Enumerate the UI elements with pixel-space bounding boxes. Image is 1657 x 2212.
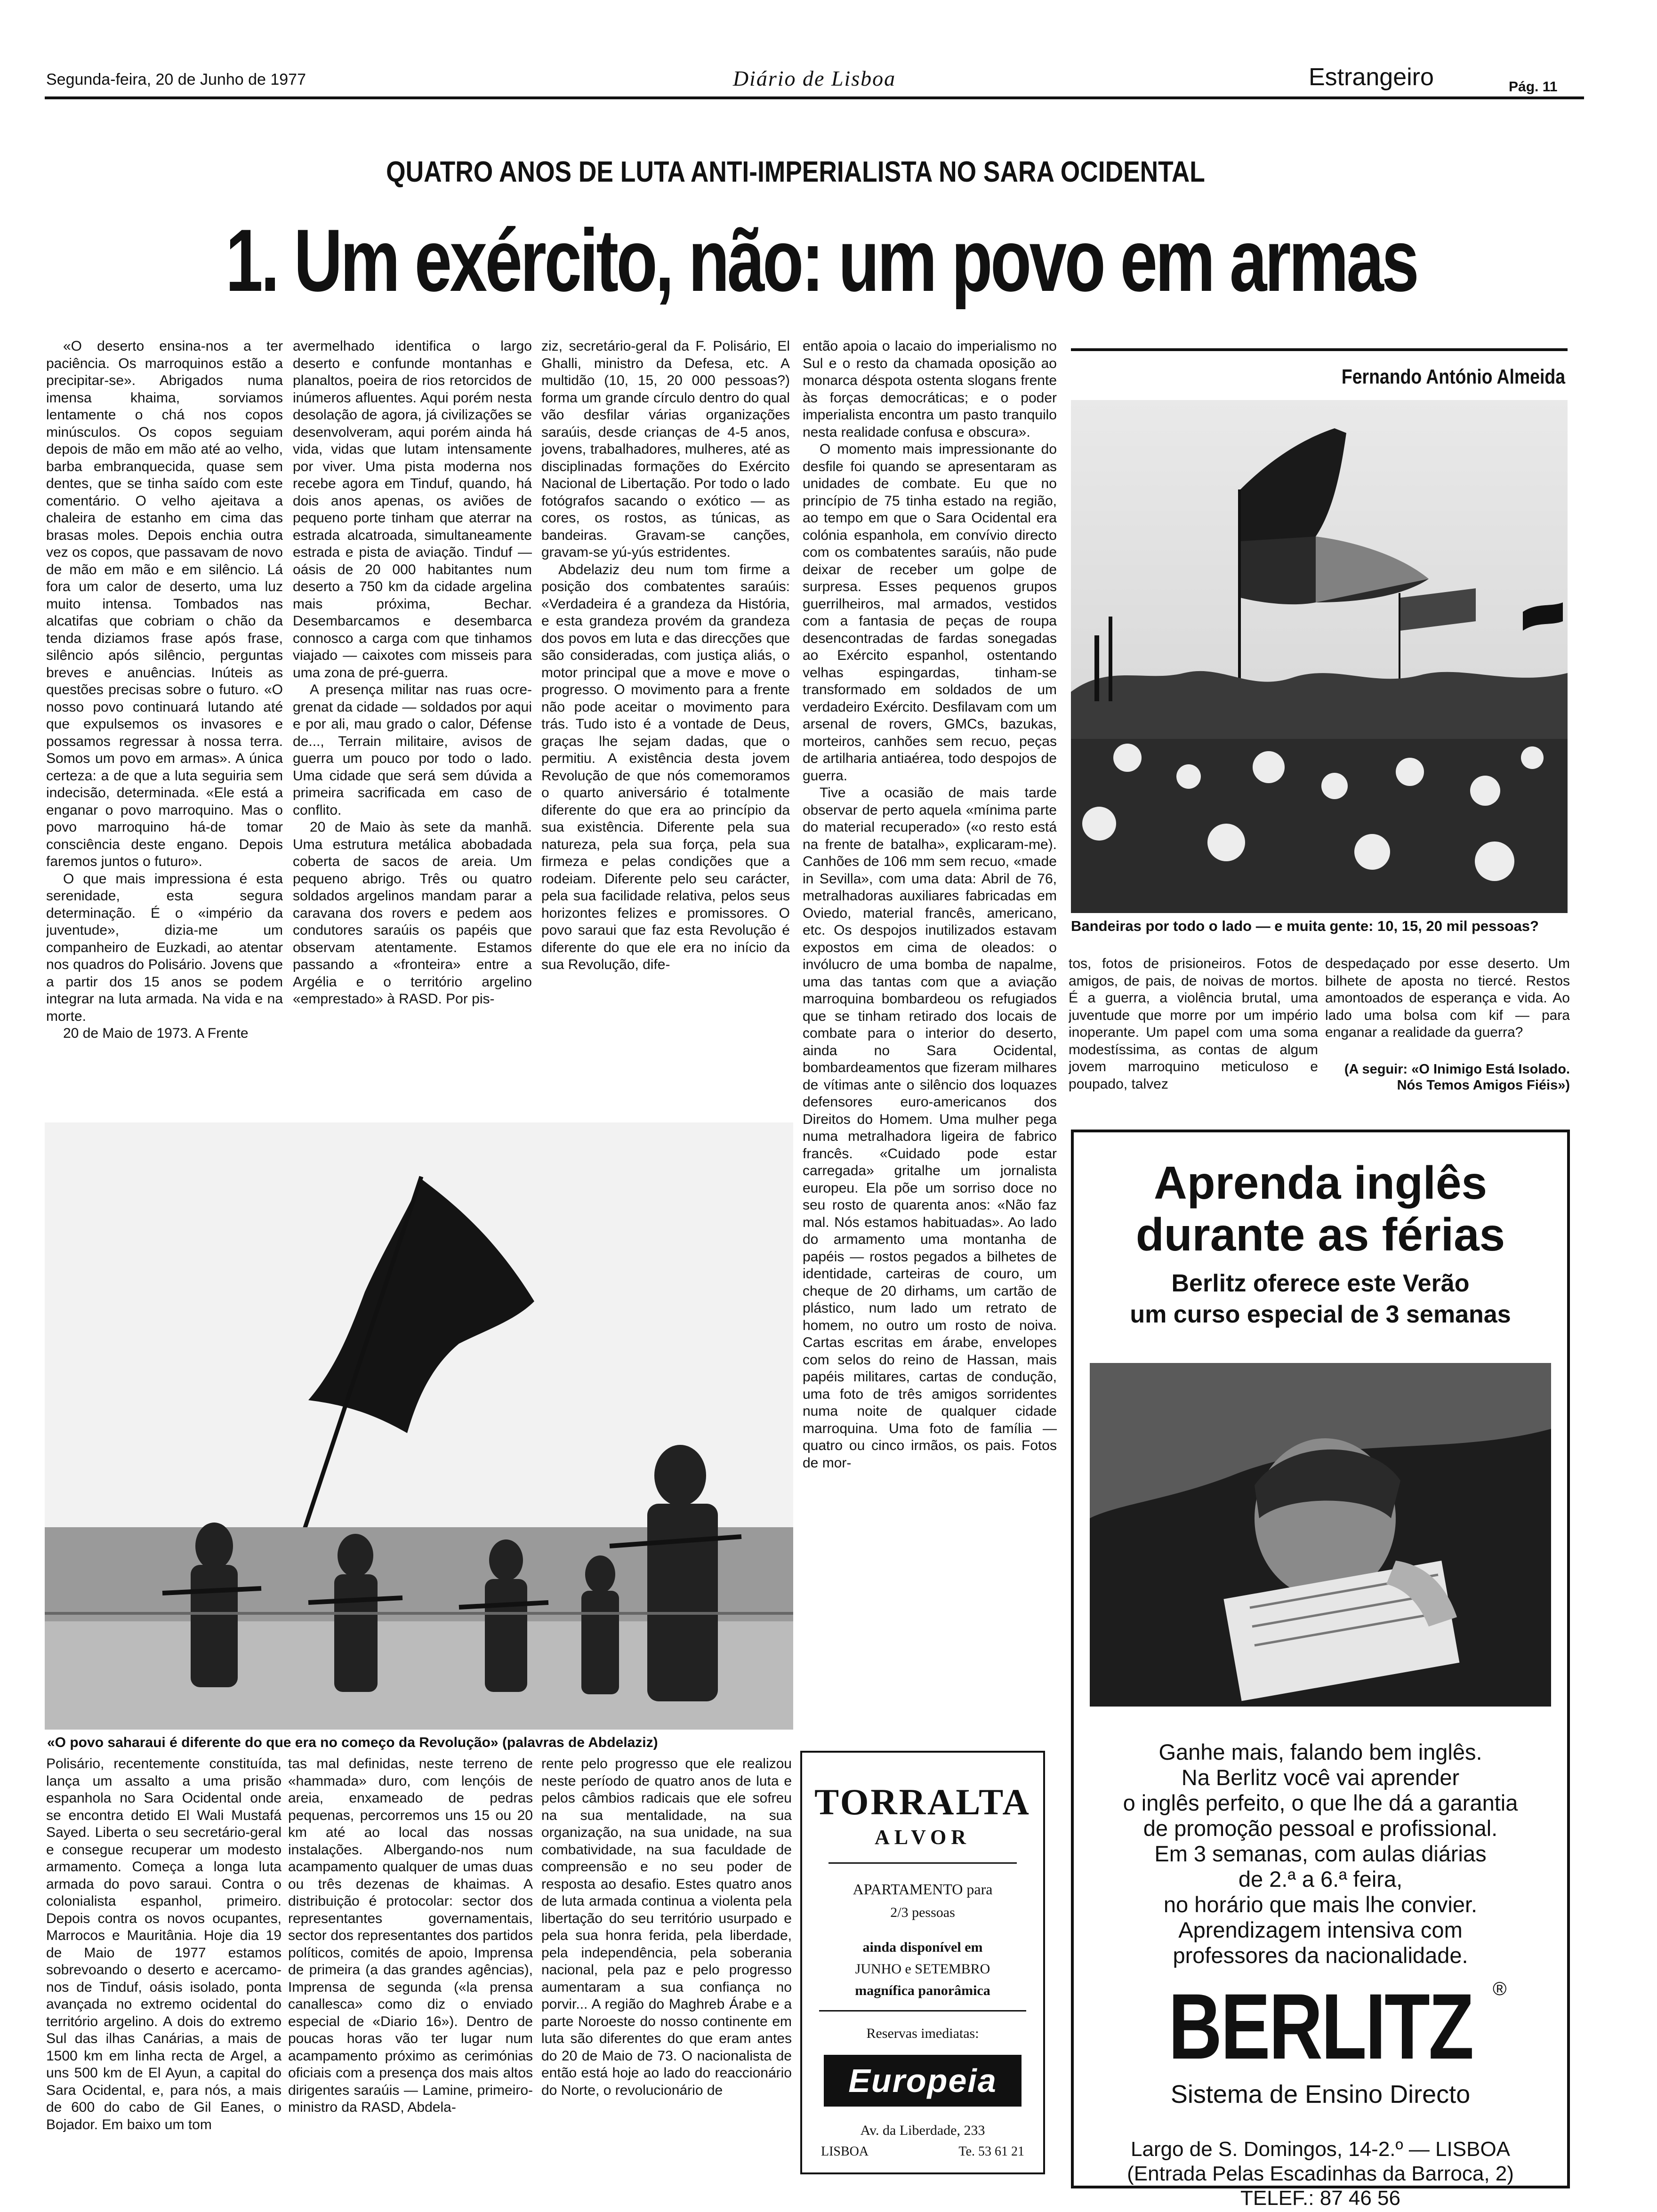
paragraph: tos, fotos de prisioneiros. Fotos de amigos, de pais, de noivas de mortos. É a guerra, a violência brutal, uma juventude que morre por um império inoperante. Um papel com uma soma modestíssima, as contas de algum jovem marroquino meticuloso e poupado, talvez bbox=[1069, 956, 1318, 1092]
article-column-2 bbox=[293, 338, 532, 1129]
berlitz-phone: TELEF.: 87 46 56 bbox=[1240, 2187, 1400, 2210]
ad-body-line: professores da nacionalidade. bbox=[1173, 1943, 1468, 1968]
torralta-place: ALVOR bbox=[875, 1826, 971, 1849]
paragraph: 20 de Maio de 1973. A Frente bbox=[63, 1026, 249, 1041]
soldiers-marching-photo bbox=[45, 1122, 793, 1730]
ad-body-line: o inglês perfeito, o que lhe dá a garantia bbox=[1123, 1790, 1518, 1815]
main-photo-caption: «O povo saharaui é diferente do que era no começo da Revolução» (palavras de Abdelaziz) bbox=[47, 1735, 658, 1750]
soldiers-with-flag-image bbox=[45, 1122, 793, 1730]
ad-body-line: Aprendizagem intensiva com bbox=[1178, 1917, 1463, 1942]
issue-date: Segunda-feira, 20 de Junho de 1977 bbox=[46, 71, 306, 88]
paragraph: A presença militar nas ruas ocre-grenat da cidade — soldados por aqui e por ali, mau grado o calor, Défense de..., Terrain militaire, avisos de guerra um pouco por todo o lado. Uma cidade que será sem dúvida a primeira sacrificada em caso de conflito. bbox=[293, 682, 532, 818]
paragraph: Abdelaziz deu num tom firme a posição dos combatentes saraúis: «Verdadeira é a grandeza da História, e esta grandeza provém da grandeza dos povos em luta e das direcções que são consideradas, com justiça aliás, o motor principal que a move e move o progresso. O movimento para a frente não pode aceitar o movimento para trás. Tudo isto é a vontade de Deus, graças lhe sejam dadas, que o permitiu. A existência desta jovem Revolução de que nós comemoramos o quarto aniversário é totalmente diferente do que era ao princípio da sua existência. Diferente pela sua natureza, pela sua força, pela sua firmeza e pelas condições que a rodeiam. Diferente pelo seu carácter, pela sua facilidade relativa, pelos seus horizontes felizes e promissores. O povo saraui que faz esta Revolução é diferente do que ele era no início da sua Revolução, dife- bbox=[541, 561, 790, 972]
paragraph: ziz, secretário-geral da F. Polisário, El Ghalli, ministro da Defesa, etc. A multidão (10, 15, 20 000 pessoas?) forma um grande círculo dentro do qual vão desfilar várias organizações saraúis, desde crianças de 4-5 anos, jovens, trabalhadores, mulheres, até as disciplinadas formações do Exército Nacional de Libertação. Por todo o lado fotógrafos sacando o exótico — as cores, os rostos, as túnicas, as bandeiras. Gravam-se canções, gravam-se yú-yús estridentes. bbox=[541, 338, 790, 560]
article-right-column-a bbox=[1069, 955, 1318, 1125]
torralta-view: magnífica panorâmica bbox=[855, 1983, 990, 1998]
ad-body-line: Em 3 semanas, com aulas diárias bbox=[1154, 1841, 1487, 1866]
top-photo-caption: Bandeiras por todo o lado — e muita gente: 10, 15, 20 mil pessoas? bbox=[1071, 918, 1539, 934]
torralta-phone: Te. 53 61 21 bbox=[958, 2144, 1024, 2159]
berlitz-tagline: Sistema de Ensino Directo bbox=[1170, 2080, 1471, 2108]
berlitz-photo bbox=[1090, 1363, 1551, 1707]
torralta-city: LISBOA bbox=[821, 2144, 869, 2159]
torralta-divider bbox=[828, 1862, 1017, 1864]
article-bottom-column-2 bbox=[288, 1755, 533, 2184]
torralta-name: TORRALTA bbox=[814, 1781, 1031, 1822]
header-rule bbox=[45, 96, 1584, 99]
article-bottom-column-3 bbox=[541, 1755, 792, 2184]
ad-body-line: de promoção pessoal e profissional. bbox=[1143, 1816, 1498, 1841]
parade-flags-photo bbox=[1071, 400, 1568, 913]
ad-title-line-1: Aprenda inglês bbox=[1154, 1157, 1487, 1209]
ad-body-line: no horário que mais lhe convier. bbox=[1163, 1892, 1478, 1917]
torralta-people: 2/3 pessoas bbox=[890, 1905, 955, 1920]
page-number: Pág. 11 bbox=[1509, 79, 1558, 95]
torralta-address: Av. da Liberdade, 233 bbox=[860, 2123, 985, 2138]
article-bottom-column-1 bbox=[46, 1755, 282, 2184]
article-headline: 1. Um exército, não: um povo em armas bbox=[225, 211, 1417, 310]
paragraph: avermelhado identifica o largo deserto e confunde montanhas e planaltos, poeira de rios retorcidos de inúmeros afluentes. Aqui porém nesta desolação de agora, já civilizações se desenvolveram, aqui porém ainda há vida, vidas que lutam intensamente por viver. Uma pista moderna nos recebe agora em Tinduf, quando, há dois anos apenas, os aviões de pequeno porte tinham que aterrar na estrada alcatroada, simultaneamente estrada e pista de aviação. Tinduf — oásis de 20 000 habitantes num deserto a 750 km da cidade argelina mais próxima, Bechar. Desembarcamos e desembarca connosco a carga com que tinhamos viajado — caixotes com misseis para uma zona de pré-guerra. bbox=[293, 338, 532, 681]
byline: Fernando António Almeida bbox=[1341, 365, 1565, 388]
paragraph: tas mal definidas, neste terreno de «hammada» duro, com lençóis de areia, enxameado de pedras pequenas, percorremos uns 15 ou 20 km até ao local das nossas instalações. Albergando-nos num acampamento qualquer de umas duas ou três dezenas de khaimas. A distribuição é protocolar: sector dos representantes governamentais, sector dos representantes dos partidos políticos, comités de apoio, Imprensa de primeira (a das grandes agências), Imprensa de segunda («la prensa canallesca» como diz o enviado especial de «Diario 16»). Dentro de poucas horas vão ter lugar num acampamento próximo as cerimónias oficiais com a presença dos mais altos dirigentes saraúis — Lamine, primeiro-ministro da RASD, Abdela- bbox=[288, 1756, 533, 2115]
article-column-3 bbox=[541, 338, 790, 1129]
section-name: Estrangeiro bbox=[1309, 64, 1434, 91]
torralta-apartment: APARTAMENTO para bbox=[853, 1881, 993, 1898]
berlitz-logo: BERLITZ bbox=[1168, 1974, 1473, 2078]
europeia-logo: Europeia bbox=[848, 2062, 997, 2099]
torralta-reserve: Reservas imediatas: bbox=[866, 2026, 979, 2041]
torralta-contact-row bbox=[821, 2144, 1024, 2159]
torralta-divider bbox=[819, 2010, 1026, 2012]
paragraph: despedaçado por esse deserto. Um bilhete de aposta no tiercé. Restos amontoados de esperança e vida. Ao lado uma bolsa com kif — para enganar a realidade da guerra? bbox=[1325, 956, 1570, 1040]
byline-rule bbox=[1071, 348, 1568, 351]
europeia-logo-box bbox=[824, 2055, 1022, 2107]
paragraph: «O deserto ensina-nos a ter paciência. Os marroquinos estão a precipitar-se». Abrigados numa imensa khaima, sorviamos lentamente o chá nos copos minúsculos. Os copos seguiam depois de mão em mão até ao velho, barba embranquecida, quase sem dentes, que se tinha saído com este comentário. O velho ajeitava a chaleira de estanho em cima das brasas moles. Depois enchia outra vez os copos, que passavam de novo de mão em mão e em silêncio. Lá fora um calor de deserto, uma luz muito intensa. Tombados nas alcatifas que cobriam o chão da tenda diziamos frase após frase, silêncio após silêncio, perguntas breves e anuências. Inúteis as questões precisas sobre o futuro. «O nosso povo continuará lutando até que expulsemos os invasores e possamos regressar à nossa terra. Somos um povo em armas». A única certeza: a de que a luta seguiria sem indecisão, determinada. «Ele está a enganar o povo marroquino. Mas o povo marroquino há-de tomar consciência deste engano. Depois faremos juntos o futuro». bbox=[46, 338, 283, 869]
ad-body-line: Na Berlitz você vai aprender bbox=[1181, 1765, 1460, 1790]
article-kicker: QUATRO ANOS DE LUTA ANTI-IMPERIALISTA NO SARA OCIDENTAL bbox=[386, 156, 1205, 188]
torralta-availability-2: JUNHO e SETEMBRO bbox=[855, 1961, 990, 1977]
ad-body-line: de 2.ª a 6.ª feira, bbox=[1238, 1867, 1403, 1891]
ad-subtitle-line-2: um curso especial de 3 semanas bbox=[1130, 1301, 1511, 1328]
paragraph: rente pelo progresso que ele realizou neste período de quatro anos de luta e pelos câmbios radicais que ele sofreu na sua mentalidade, na sua organização, na sua unidade, na sua combatividade, na sua faculdade de compreensão e no seu poder de resposta ao desafio. Estes quatro anos de luta armada continua a violenta pela libertação do seu território usurpado e pela sua honra ferida, pela liberdade, pela independência, pela soberania nacional, pela paz e pelo progresso aumentaram a sua confiança no porvir... A região do Maghreb Árabe e a parte Noroeste do nosso continente em luta são diferentes do que eram antes do 20 de Maio de 73. O nacionalista de então está hoje ao lado do reaccionário do Norte, o revolucionário de bbox=[541, 1756, 792, 2098]
crowd-with-flags-image bbox=[1071, 400, 1568, 913]
registered-mark: ® bbox=[1493, 1979, 1507, 1999]
masthead: Diário de Lisboa bbox=[732, 66, 896, 90]
paragraph: O momento mais impressionante do desfile foi quando se apresentaram as unidades de combate. Eu que no princípio de 75 tinha estado na região, ao tempo em que o Sara Ocidental era colónia espanhola, em convívio directo com os combatentes saraúis, não pude deixar de receber um golpe de surpresa. Esses pequenos grupos guerrilheiros, mal armados, vestidos com a fantasia de peças de roupa desencontradas de fardas sonegadas ao Exército espanhol, ostentando velhas espingardas, tinham-se transformado em soldados de um verdadeiro Exército. Desfilavam com um arsenal de rovers, GMCs, bazukas, morteiros, canhões sem recuo, peças de artilharia antiaérea, todo despojos de guerra. bbox=[803, 441, 1057, 784]
berlitz-address-2: (Entrada Pelas Escadinhas da Barroca, 2) bbox=[1127, 2162, 1514, 2185]
paragraph: então apoia o lacaio do imperialismo no Sul e o resto da chamada oposição ao monarca déspota ostenta slogans frente às forças democráticas; e o poder imperialista encontra um pasto tranquilo nesta realidade confusa e obscura». bbox=[803, 338, 1057, 440]
torralta-advertisement bbox=[800, 1751, 1045, 2174]
ad-title-line-2: durante as férias bbox=[1135, 1209, 1505, 1260]
paragraph: Tive a ocasião de mais tarde observar de perto aquela «mínima parte do material recuperado» («o resto está na frente de batalha», explicaram-me). Canhões de 106 mm sem recuo, «made in Sevilla», com uma data: Abril de 76, metralhadoras auxiliares fabricadas em Oviedo, material francês, americano, etc. Os despojos inutilizados estavam expostos em cima de oleados: o invólucro de uma bomba de napalme, uma das tantas com que a aviação marroquina bombardeou os refugiados que se tinham retirado dos locais de combate para o interior do deserto, ainda no Sara Ocidental, bombardeamentos que fizeram milhares de vítimas ante o silêncio dos loquazes defensores euro-americanos dos Direitos do Homem. Uma mulher pega numa metralhadora ligeira de fabrico francês. «Cuidado pode estar carregada» gritalhe um jornalista europeu. Ela põe um sorriso doce no seu rosto de quarenta anos: «Não faz mal. Nós estamos habituadas». Ao lado do armamento uma montanha de papéis — rostos pegados a bilhetes de identidade, carteiras de couro, um cheque de 20 dirhams, um cartão de plástico, num lado um retrato de homem, no outro um rosto de noiva. Cartas escritas em árabe, envelopes com selos do reino de Hassan, mais papéis militares, cartas de condução, uma foto de três amigos sorridentes numa noite de qualquer cidade marroquina. Uma foto de família — quatro ou cinco irmãos, os pais. Fotos de mor- bbox=[803, 785, 1057, 1471]
torralta-availability-1: ainda disponível em bbox=[862, 1940, 983, 1955]
ad-subtitle-line-1: Berlitz oferece este Verão bbox=[1171, 1270, 1470, 1297]
paragraph: 20 de Maio às sete da manhã. Uma estrutura metálica abobadada coberta de sacos de areia. Um pequeno abrigo. Três ou quatro soldados argelinos mandam parar a caravana dos rovers e pedem aos condutores saraúis os papéis que observam atentamente. Estamos passando a «fronteira» entre a Argélia e o território argelino «emprestado» à RASD. Por pis- bbox=[293, 819, 532, 1007]
article-right-column-b bbox=[1325, 955, 1570, 1078]
article-column-1 bbox=[46, 338, 283, 1129]
paragraph: Polisário, recentemente constituída, lança um assalto a uma prisão espanhola no Sara Ocidental onde se encontra detido El Wali Mustafá Sayed. Liberta o seu secretário-geral e consegue recuperar um modesto armamento. Começa a longa luta armada do povo saraui. Contra o colonialista espanhol, primeiro. Depois contra os novos ocupantes, Marrocos e Mauritânia. Hoje dia 19 de Maio de 1977 estamos sobrevoando o deserto e acercamo-nos de Tinduf, oásis isolado, ponta avançada no extremo ocidental do território argelino. A dois do extremo Sul das ilhas Canárias, a mais de 1500 km em linha recta de Argel, a uns 500 km de El Ayun, a capital do Sara Ocidental, e, para nós, a mais de 600 do cabo de Gil Eanes, o Bojador. Em baixo um tom bbox=[46, 1756, 282, 2132]
to-follow-note: (A seguir: «O Inimigo Está Isolado. Nós Temos Amigos Fiéis») bbox=[1344, 1062, 1570, 1093]
berlitz-advertisement bbox=[1071, 1130, 1570, 2210]
ad-body-line: Ganhe mais, falando bem inglês. bbox=[1158, 1739, 1482, 1764]
paragraph: O que mais impressiona é esta serenidade, esta segura determinação. É o «império da juventude», dizia-me um companheiro de Euzkadi, ao atentar nos quadros do Polisário. Jovens que a partir dos 15 anos se podem integrar na luta armada. Na vida e na morte. bbox=[46, 871, 283, 1024]
student-studying-image bbox=[1090, 1363, 1551, 1707]
berlitz-address-1: Largo de S. Domingos, 14-2.º — LISBOA bbox=[1130, 2138, 1511, 2161]
